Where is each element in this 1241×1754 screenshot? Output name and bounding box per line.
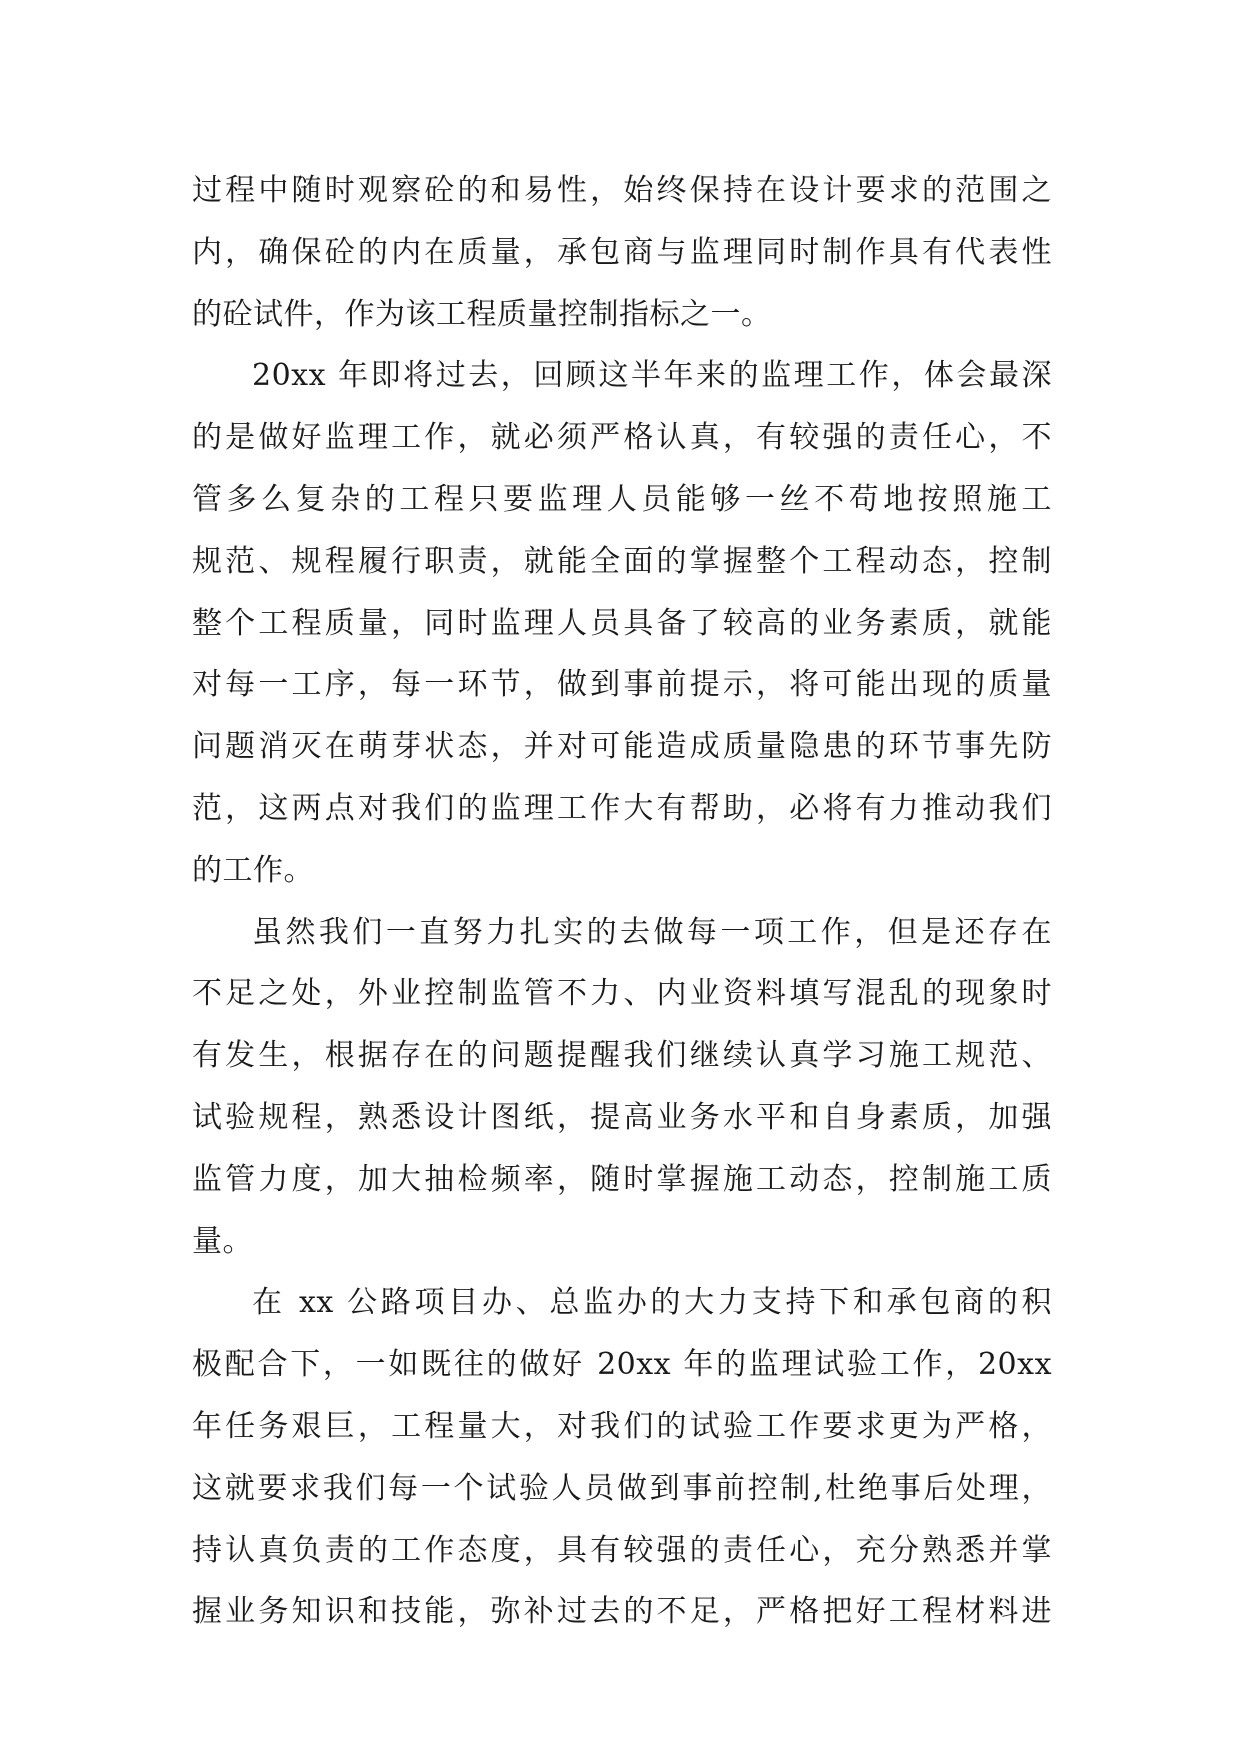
- paragraph-3-line-2: 不足之处，外业控制监管不力、内业资料填写混乱的现象时: [192, 976, 1052, 1012]
- paragraph-4-line-1: 在 xx 公路项目办、总监办的大力支持下和承包商的积: [252, 1285, 1052, 1321]
- paragraph-2-line-5: 整个工程质量，同时监理人员具备了较高的业务素质，就能: [192, 605, 1052, 641]
- paragraph-3-line-6: 量。: [192, 1223, 253, 1259]
- paragraph-2-line-3: 管多么复杂的工程只要监理人员能够一丝不苟地按照施工: [192, 481, 1052, 517]
- paragraph-2-line-8: 范，这两点对我们的监理工作大有帮助，必将有力推动我们: [192, 790, 1052, 826]
- paragraph-3-line-3: 有发生，根据存在的问题提醒我们继续认真学习施工规范、: [192, 1038, 1052, 1074]
- paragraph-2-line-2: 的是做好监理工作，就必须严格认真，有较强的责任心，不: [192, 420, 1052, 456]
- paragraph-1-line-3: 的砼试件，作为该工程质量控制指标之一。: [192, 296, 772, 332]
- paragraph-3-line-5: 监管力度，加大抽检频率，随时掌握施工动态，控制施工质: [192, 1161, 1052, 1197]
- paragraph-1-line-2: 内，确保砼的内在质量，承包商与监理同时制作具有代表性: [192, 234, 1052, 270]
- paragraph-4-line-6: 握业务知识和技能，弥补过去的不足，严格把好工程材料进: [192, 1594, 1052, 1630]
- paragraph-4-line-3: 年任务艰巨，工程量大，对我们的试验工作要求更为严格，: [192, 1408, 1052, 1444]
- paragraph-2-line-1: 20xx 年即将过去，回顾这半年来的监理工作，体会最深: [252, 358, 1052, 394]
- paragraph-4-line-2: 极配合下，一如既往的做好 20xx 年的监理试验工作，20xx: [192, 1347, 1052, 1383]
- paragraph-3-line-4: 试验规程，熟悉设计图纸，提高业务水平和自身素质，加强: [192, 1099, 1052, 1135]
- paragraph-1-line-1: 过程中随时观察砼的和易性，始终保持在设计要求的范围之: [192, 173, 1052, 208]
- paragraph-2-line-6: 对每一工序，每一环节，做到事前提示，将可能出现的质量: [192, 667, 1052, 703]
- paragraph-4-line-4: 这就要求我们每一个试验人员做到事前控制,杜绝事后处理，: [192, 1470, 1052, 1506]
- paragraph-4-line-5: 持认真负责的工作态度，具有较强的责任心，充分熟悉并掌: [192, 1532, 1052, 1568]
- paragraph-2-line-7: 问题消灭在萌芽状态，并对可能造成质量隐患的环节事先防: [192, 729, 1052, 765]
- document-body: [192, 160, 1052, 1643]
- paragraph-3-line-1: 虽然我们一直努力扎实的去做每一项工作，但是还存在: [252, 914, 1052, 950]
- paragraph-2-line-9: 的工作。: [192, 852, 314, 888]
- paragraph-2-line-4: 规范、规程履行职责，就能全面的掌握整个工程动态，控制: [192, 543, 1052, 579]
